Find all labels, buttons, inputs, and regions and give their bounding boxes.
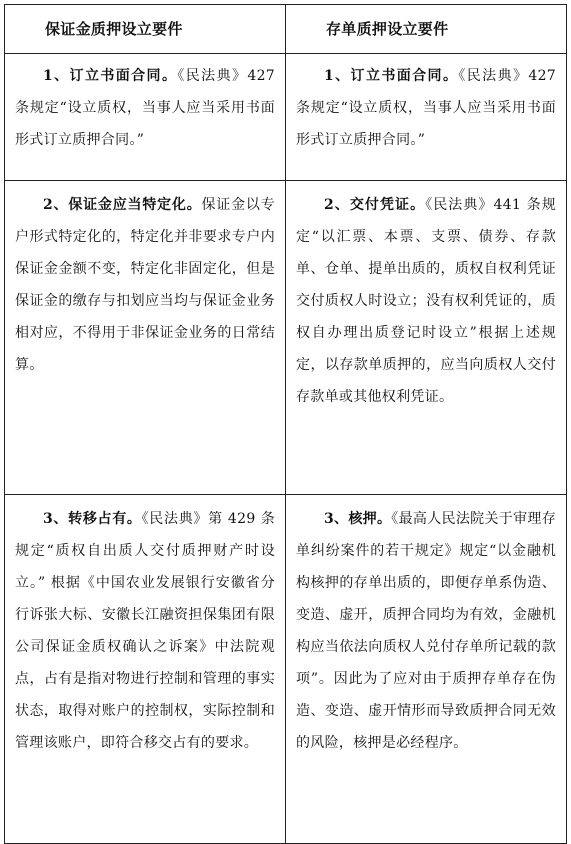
cell-body: 《民法典》427 条规定“设立质权，当事人应当采用书面形式订立质押合同。” (15, 68, 275, 148)
cell-lead: 1、订立书面合同。 (324, 68, 459, 84)
cell-body: 《民法典》第 429 条规定“质权自出质人交付质押财产时设立。” 根据《中国农业发展银行安徽省分行诉张大标、安徽长江融资担保集团有限公司保证金质权确认之诉案》中法院观点，占有是指对物进行控制和管理的事实状态，取得对账户的控制权，实际控制和管理该账户，即符合移交占有的要求。 (15, 511, 275, 751)
cell-body: 《民法典》427 条规定“设立质权，当事人应当采用书面形式订立质押合同。” (296, 68, 556, 148)
comparison-table (4, 4, 567, 844)
cell-row3-right (286, 495, 567, 844)
cell-lead: 2、交付凭证。 (324, 197, 426, 213)
table-row (5, 181, 567, 495)
cell-lead: 3、核押。 (324, 511, 392, 527)
cell-lead: 1、订立书面合同。 (43, 68, 178, 84)
cell-row3-left (5, 495, 286, 844)
header-left: 保证金质押设立要件 (5, 5, 286, 54)
cell-row1-right (286, 54, 567, 181)
cell-row1-left (5, 54, 286, 181)
cell-lead: 2、保证金应当特定化。 (43, 197, 202, 213)
table-row (5, 495, 567, 844)
cell-row2-right (286, 181, 567, 495)
cell-body: 《民法典》441 条规定“以汇票、本票、支票、债券、存款单、仓单、提单出质的，质权自权利凭证交付质权人时设立；没有权利凭证的，质权自办理出质登记时设立”根据上述规定，以存款单质押的，应当向质权人交付存款单或其他权利凭证。 (296, 197, 556, 405)
cell-row2-left (5, 181, 286, 495)
table-row (5, 54, 567, 181)
cell-body: 保证金以专户形式特定化的，特定化并非要求专户内保证金金额不变，特定化非固定化，但是保证金的缴存与扣划应当均与保证金业务相对应，不得用于非保证金业务的日常结算。 (15, 197, 276, 373)
cell-body: 《最高人民法院关于审理存单纠纷案件的若干规定》规定“以金融机构核押的存单出质的，即便存单系伪造、变造、虚开，质押合同均为有效，金融机构应当依法向质权人兑付存单所记载的款项”。因此为了应对由于质押存单存在伪造、变造、虚开情形而导致质押合同无效的风险，核押是必经程序。 (296, 511, 556, 751)
table-header-row (5, 5, 567, 54)
header-right: 存单质押设立要件 (286, 5, 567, 54)
cell-lead: 3、转移占有。 (43, 511, 142, 527)
